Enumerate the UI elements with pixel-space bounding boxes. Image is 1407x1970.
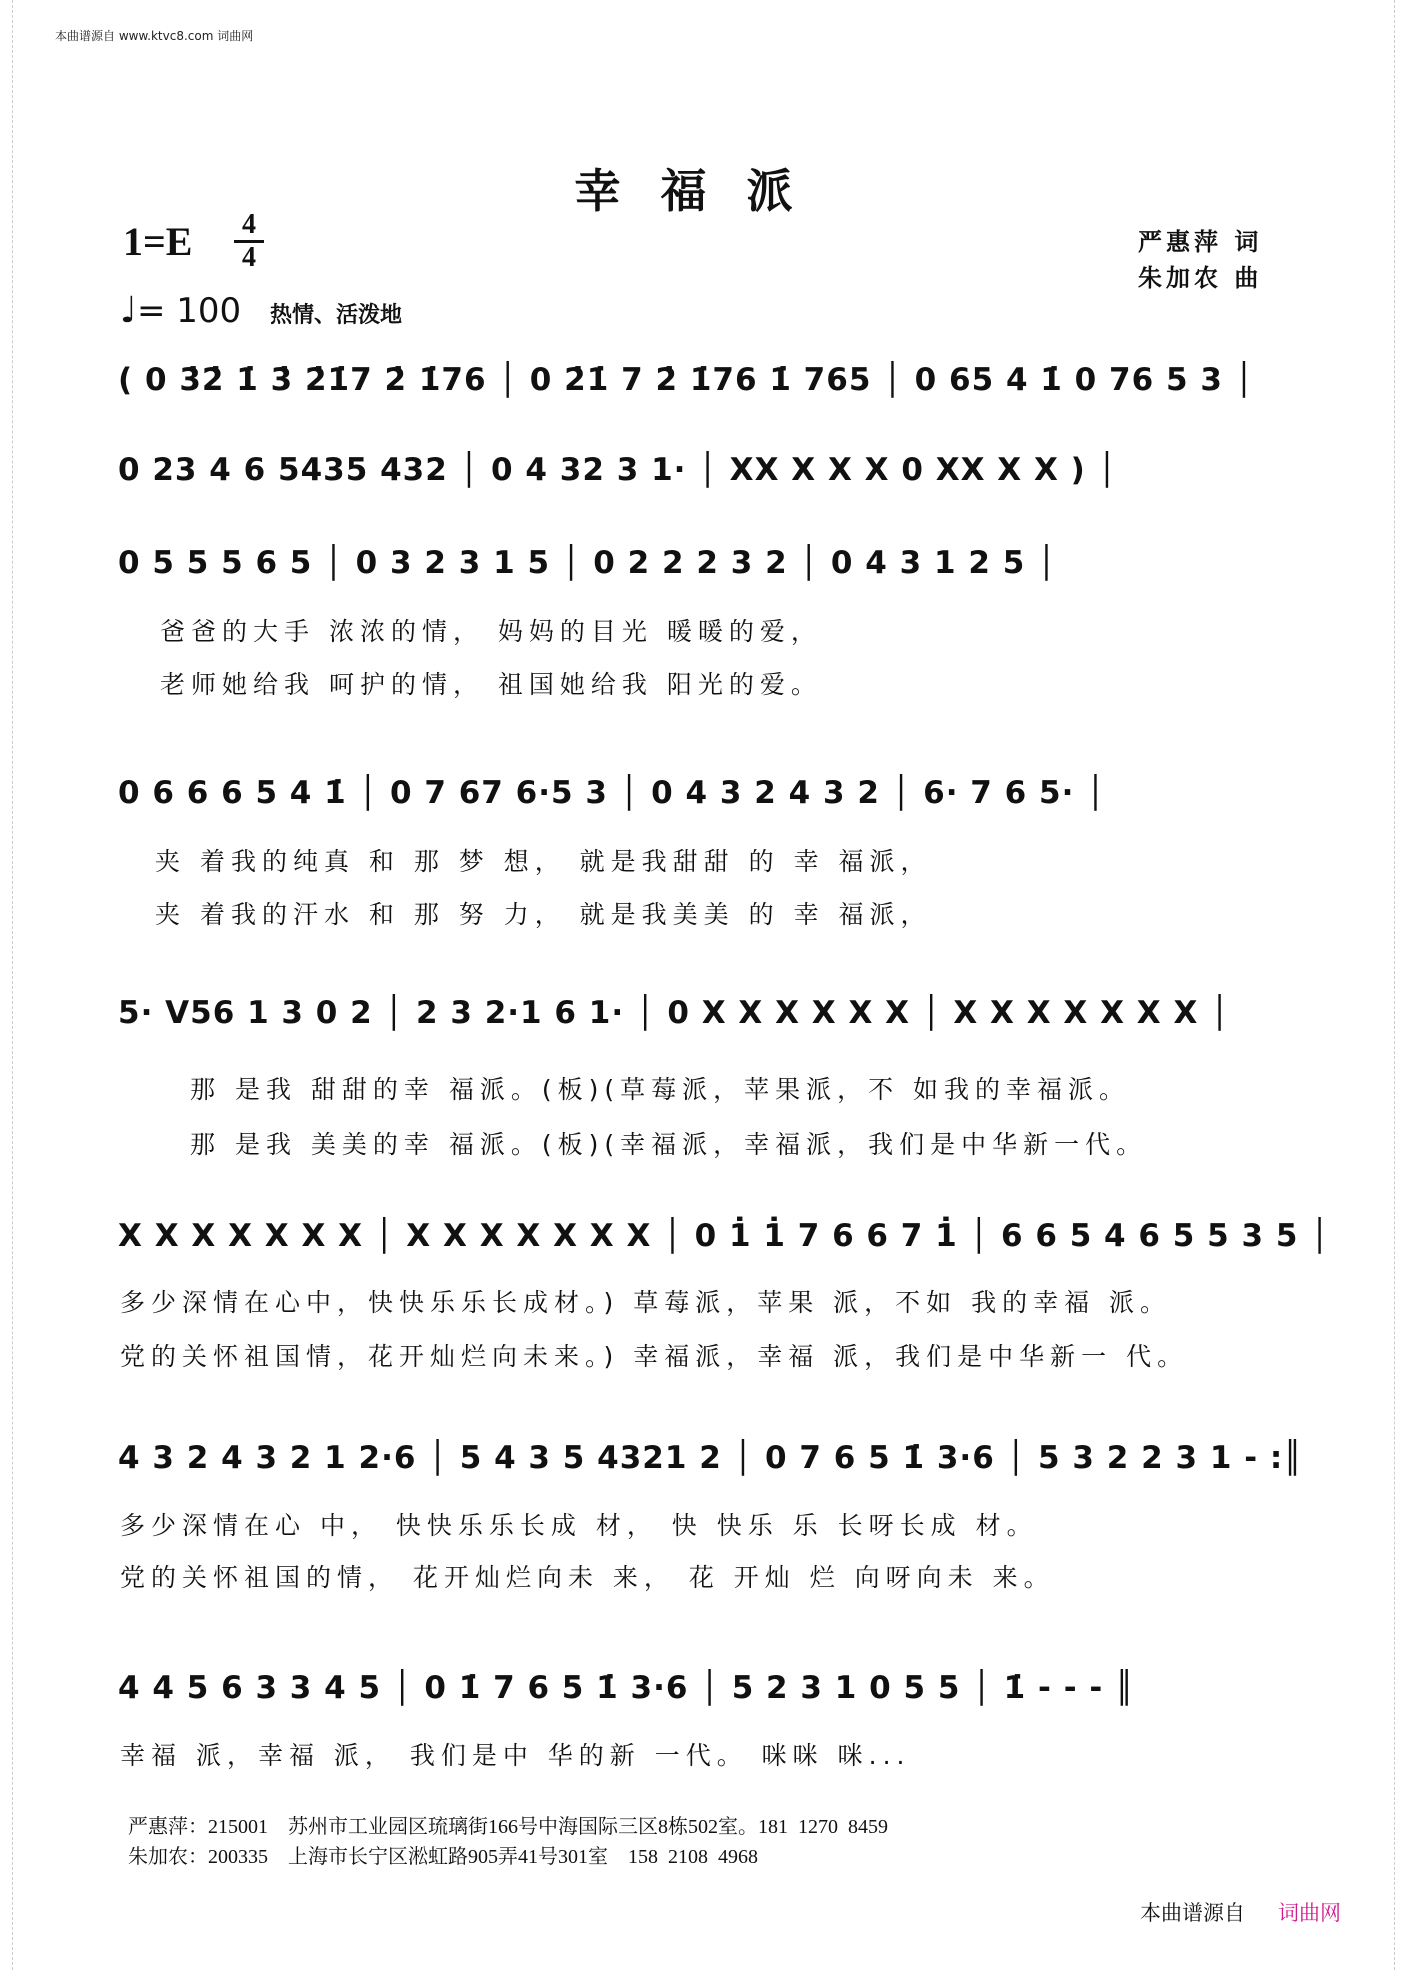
staff-line-7: 4 3 2 4 3 2 1 2·6 │ 5 4 3 5 4321 2 │ 0 7 6 5 1̇ 3·6 │ 5 3 2 2 3 1 - :║ bbox=[118, 1440, 1303, 1476]
footer-source: 本曲谱源自 bbox=[1140, 1901, 1245, 1925]
composer: 朱加农 曲 bbox=[1138, 264, 1263, 292]
time-signature bbox=[234, 209, 264, 273]
source-header: 本曲谱源自 www.ktvc8.com 词曲网 bbox=[55, 29, 254, 43]
lyric-line-3a: 爸爸的大手 浓浓的情， 妈妈的目光 暖暖的爱， bbox=[160, 617, 822, 646]
tempo-value: = 100 bbox=[136, 291, 242, 331]
lyric-line-5b: 那 是我 美美的幸 福派。(板)(幸福派，幸福派，我们是中华新一代。 bbox=[190, 1130, 1148, 1159]
staff-line-2: 0 23 4 6 5435 432 │ 0 4 32 3 1· │ XX X X X 0 XX X X ) │ bbox=[118, 452, 1118, 488]
lyricist: 严惠萍 词 bbox=[1138, 228, 1263, 256]
lyric-line-6a: 多少深情在心中，快快乐乐长成材。) 草莓派，苹果 派，不如 我的幸福 派。 bbox=[120, 1288, 1172, 1317]
staff-line-1: ( 0 3̇2̇ 1̇ 3̇ 2̇1̇7 2̇ 1̇76 │ 0 2̇1̇ 7 2̇ 1̇76 1̇ 765 │ 0 65 4 1̇ 0 76 5 3 │ bbox=[118, 362, 1255, 398]
lyric-line-8a: 幸福 派，幸福 派， 我们是中 华的新 一代。 咪咪 咪... bbox=[120, 1741, 911, 1770]
lyric-line-6b: 党的关怀祖国情，花开灿烂向未来。) 幸福派，幸福 派，我们是中华新一 代。 bbox=[120, 1342, 1189, 1371]
left-margin-strip bbox=[0, 0, 13, 1970]
lyric-line-3b: 老师她给我 呵护的情， 祖国她给我 阳光的爱。 bbox=[160, 670, 822, 699]
song-title: 幸福派 bbox=[574, 164, 833, 218]
footer-site-link[interactable]: 词曲网 bbox=[1278, 1901, 1341, 1925]
time-signature-bottom: 4 bbox=[242, 242, 256, 273]
staff-line-5: 5· V56 1 3 0 2 │ 2 3 2·1 6 1· │ 0 X X X X X X │ X X X X X X X │ bbox=[118, 995, 1230, 1031]
lyric-line-4b: 夹 着我的汗水 和 那 努 力， 就是我美美 的 幸 福派， bbox=[155, 900, 932, 929]
staff-line-4: 0 6 6 6 5 4 1̇ │ 0 7 67 6·5 3 │ 0 4 3 2 4 3 2 │ 6· 7 6 5· │ bbox=[118, 775, 1106, 811]
tempo-mark: 热情、活泼地 bbox=[270, 303, 403, 328]
lyric-line-5a: 那 是我 甜甜的幸 福派。(板)(草莓派，苹果派，不 如我的幸福派。 bbox=[190, 1075, 1131, 1104]
staff-line-3: 0 5 5 5 6 5 │ 0 3 2 3 1 5 │ 0 2 2 2 3 2 │ 0 4 3 1 2 5 │ bbox=[118, 545, 1057, 581]
contact-composer: 朱加农：200335 上海市长宁区淞虹路905弄41号301室 158 2108 4968 bbox=[128, 1846, 758, 1868]
staff-line-8: 4 4 5 6 3 3 4 5 │ 0 1̇ 7 6 5 1̇ 3·6 │ 5 2 3 1 0 5 5 │ 1̇ - - - ║ bbox=[118, 1670, 1135, 1706]
right-margin-strip bbox=[1394, 0, 1407, 1970]
lyric-line-4a: 夹 着我的纯真 和 那 梦 想， 就是我甜甜 的 幸 福派， bbox=[155, 847, 932, 876]
staff-line-6: X X X X X X X │ X X X X X X X │ 0 1̇ 1̇ 7 6 6 7 1̇ │ 6 6 5 4 6 5 5 3 5 │ bbox=[118, 1218, 1330, 1254]
quarter-note-icon: ♩ bbox=[120, 290, 137, 331]
lyric-line-7b: 党的关怀祖国的情， 花开灿烂向未 来， 花 开灿 烂 向呀向未 来。 bbox=[120, 1563, 1055, 1592]
lyric-line-7a: 多少深情在心 中， 快快乐乐长成 材， 快 快乐 乐 长呀长成 材。 bbox=[120, 1511, 1038, 1540]
time-signature-top: 4 bbox=[242, 209, 256, 240]
key-signature: 1=E bbox=[123, 219, 193, 264]
contact-lyricist: 严惠萍：215001 苏州市工业园区琉璃街166号中海国际三区8栋502室。181 1270 8459 bbox=[128, 1816, 888, 1838]
tempo bbox=[120, 290, 241, 331]
